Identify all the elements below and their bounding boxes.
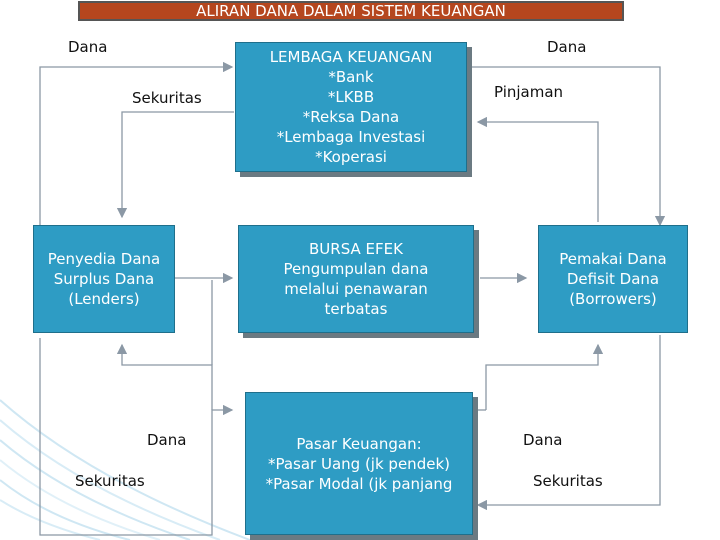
box-borrowers: Pemakai Dana Defisit Dana (Borrowers) <box>538 225 688 333</box>
box-lenders: Penyedia Dana Surplus Dana (Lenders) <box>33 225 175 333</box>
label-dana-bottom-right: Dana <box>523 431 563 449</box>
label-dana-top-right: Dana <box>547 38 587 56</box>
label-sekuritas-bottom-right: Sekuritas <box>533 472 603 490</box>
box-pasar-keuangan: Pasar Keuangan: *Pasar Uang (jk pendek) *Pasar Modal (jk panjang <box>245 392 473 535</box>
label-sekuritas-top-left: Sekuritas <box>132 89 202 107</box>
diagram-title: ALIRAN DANA DALAM SISTEM KEUANGAN <box>78 1 624 21</box>
box-bursa-efek: BURSA EFEK Pengumpulan dana melalui penawaran terbatas <box>238 225 474 333</box>
arrow-sekuritas-top-left <box>122 112 234 217</box>
label-pinjaman: Pinjaman <box>494 83 564 101</box>
label-sekuritas-bottom-left: Sekuritas <box>75 472 145 490</box>
arrow-dana-bottom-right <box>486 345 598 410</box>
arrow-sekuritas-bottom-left <box>122 345 212 410</box>
arrow-pinjaman <box>478 122 598 222</box>
label-dana-bottom-left: Dana <box>147 431 187 449</box>
arrow-dana-bottom-left <box>40 338 232 535</box>
label-dana-top-left: Dana <box>68 38 108 56</box>
box-lembaga-keuangan: LEMBAGA KEUANGAN *Bank *LKBB *Reksa Dana *Lembaga Investasi *Koperasi <box>235 42 467 172</box>
